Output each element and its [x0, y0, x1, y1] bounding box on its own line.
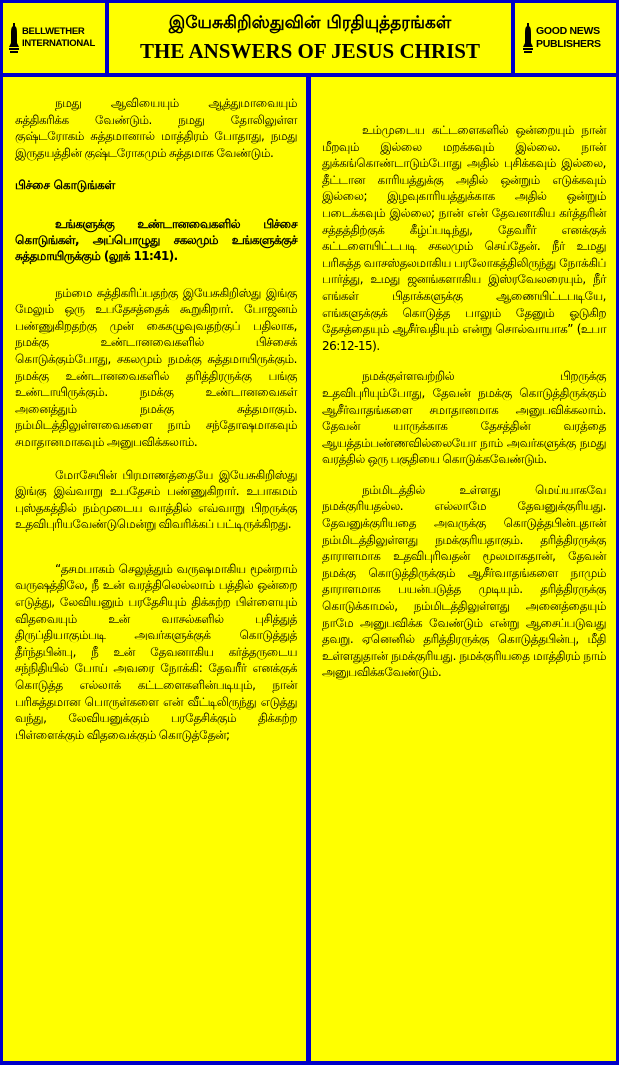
page-title-english: THE ANSWERS OF JESUS CHRIST: [140, 39, 480, 63]
good-news-logo-text: [536, 25, 601, 51]
bellwether-logo: [3, 3, 105, 73]
right-column: [311, 77, 616, 1061]
good-news-logo: [515, 3, 616, 73]
bell-icon: [523, 23, 533, 53]
scripture-quote-continued: உம்முடைய கட்டளைகளில் ஒன்றையும் நான் மீறவும் இல்லை மறக்கவும் இல்லை. நான் துக்கங்கொண்டாடும்போது அதில் புசிக்கவும் இல்லை, தீட்டான காரியத்துக்கு அதில் ஒன்றும் எடுக்கவும் இல்லை; இழவுகாரியத்துக்காக அதில் ஒன்றும் படைக்கவும் இல்லை; நான் என் தேவனாகிய கர்த்தரின் சத்தத்திற்குக் கீழ்ப்படிந்து, தேவரீர் எனக்குக் கட்டளையிட்டபடி சகலமும் செய்தேன். நீர் உமது பரிசுத்த வாசஸ்தலமாகிய பரலோகத்திலிருந்து நோக்கிப் பார்த்து, உமது ஜனங்களாகிய இஸ்ரவேலரையும், நீர் எங்கள் பிதாக்களுக்கு ஆணையிட்டபடியே, எங்களுக்குக் கொடுத்த பாலும் தேனும் ஓடுகிற தேசத்தையும் ஆசீர்வதியும் என்று சொல்வாயாக” (உபா 26:12-15).: [322, 123, 606, 353]
paragraph: நமக்குள்ளவற்றில் பிறருக்கு உதவிபுரியும்போது, தேவன் நமக்கு கொடுத்திருக்கும் ஆசீர்வாதங்களை சமாதானமாக அனுபவிக்கலாம். தேவன் யாருக்காக தேசத்தின் வரத்தை ஆயத்தம்பண்ணவில்லையோ நாம் அவர்களுக்கு நமது வரத்தில் ஒரு பகுதியை கொடுக்கவேண்டும்.: [322, 369, 606, 467]
logo-line: INTERNATIONAL: [22, 38, 95, 49]
left-column: [3, 77, 306, 1061]
scripture-quote: “தசமபாகம் செலுத்தும் வருஷமாகிய மூன்றாம் வருஷத்திலே, நீ உன் வரத்திலெல்லாம் பத்தில் ஒன்றை எடுத்து, லேவியனும் பரதேசியும் திக்கற்ற பிள்ளையும் விதவையும் உன் வாசல்களில் புசித்துத் திருப்தியாகும்படி அவர்களுக்குக் கொடுத்துத் தீர்ந்தபின்பு, நீ உன் தேவனாகிய கர்த்தருடைய சந்நிதியில் போய் அவரை நோக்கி: தேவரீர் எனக்குக் கொடுத்த எல்லாக் கட்டளைகளின்படியும், நான் பரிசுத்தமான பொருள்களை என் வீட்டிலிருந்து எடுத்து வந்து, லேவியனுக்கும் பரதேசிக்கும் திக்கற்ற பிள்ளைக்கும் விதவைக்கும் கொடுத்தேன்;: [15, 561, 297, 742]
logo-line: BELLWETHER: [22, 26, 85, 37]
logo-line: PUBLISHERS: [536, 38, 601, 50]
paragraph: நம்மை சுத்திகரிப்பதற்கு இயேசுகிறிஸ்து இங்கு மேலும் ஒரு உபதேசத்தைக் கூறுகிறார். போஜனம் பண்ணுகிறதற்கு முன் கைகழுவுவதற்குப் பதிலாக, நமக்கு உண்டானவைகளில் பிச்சைக் கொடுக்கும்போது, சகலமும் நமக்கு சுத்தமாயிருக்கும். நமக்கு உண்டானவைகளில் தரித்திரருக்கு பங்கு உண்டாயிருக்கும். நமக்கு உண்டானவைகள் அனைத்தும் நமக்கு சுத்தமாகும். நம்மிடத்திலுள்ளவைகளை நாம் சந்தோஷமாகவும் சமாதானமாகவும் அனுபவிக்கலாம்.: [15, 285, 297, 449]
paragraph: நம்மிடத்தில் உள்ளது மெய்யாகவே நமக்குரியதல்ல. எல்லாமே தேவனுக்குரியது. தேவனுக்குரியதை அவருக்கு கொடுத்தபின்புதான் நம்மிடத்திலுள்ளது நமக்குரியதாகும். தரித்திரருக்கு தாராளமாக உதவிபுரிவதன் மூலமாகதான், தேவன் நமக்கு கொடுத்திருக்கும் ஆசீர்வாதங்களை நாமும் தாராளமாக பயன்படுத்த முடியும். தரித்திரருக்கு கொடுக்காமல், நம்மிடத்திலுள்ளது அனைத்தையும் நாமே அனுபவிக்க வேண்டும் என்று ஆசைப்படுவது தவறு. ஏனெனில் தரித்திரருக்கு கொடுத்தபின்பு, மீதி உள்ளதுதான் நமக்குரியது. நமக்குரியதை மாத்திரம் நாம் அனுபவிக்கவேண்டும்.: [322, 482, 606, 680]
bell-icon: [9, 23, 19, 53]
bellwether-logo-text: [22, 26, 95, 50]
logo-line: GOOD NEWS: [536, 25, 600, 37]
page-title-tamil: இயேசுகிறிஸ்துவின் பிரதியுத்தரங்கள்: [168, 13, 452, 33]
title-banner: [109, 3, 511, 73]
section-heading: பிச்சை கொடுங்கள்: [15, 178, 116, 193]
paragraph: நமது ஆவியையும் ஆத்துமாவையும் சுத்திகரிக்க வேண்டும். நமது தோலிலுள்ள குஷ்டரோகம் சுத்தமானால் மாத்திரம் போதாது, நமது இருதயத்தின் குஷ்டரோகமும் சுத்தமாக வேண்டும்.: [15, 96, 297, 160]
paragraph: மோசேயின் பிரமாணத்தையே இயேசுகிறிஸ்து இங்கு இவ்வாறு உபதேசம் பண்ணுகிறார். உபாகமம் புஸ்தகத்தில் நம்முடைய வாத்தில் எவ்வாறு பிறருக்கு உதவிபுரியவேண்டுமென்று விவரிக்கப் பட்டிருக்கிறது.: [15, 467, 297, 532]
scripture-verse: உங்களுக்கு உண்டானவைகளில் பிச்சை கொடுங்கள், அப்பொழுது சகலமும் உங்களுக்குச் சுத்தமாயிருக்கும் (லூக் 11:41).: [15, 216, 297, 264]
